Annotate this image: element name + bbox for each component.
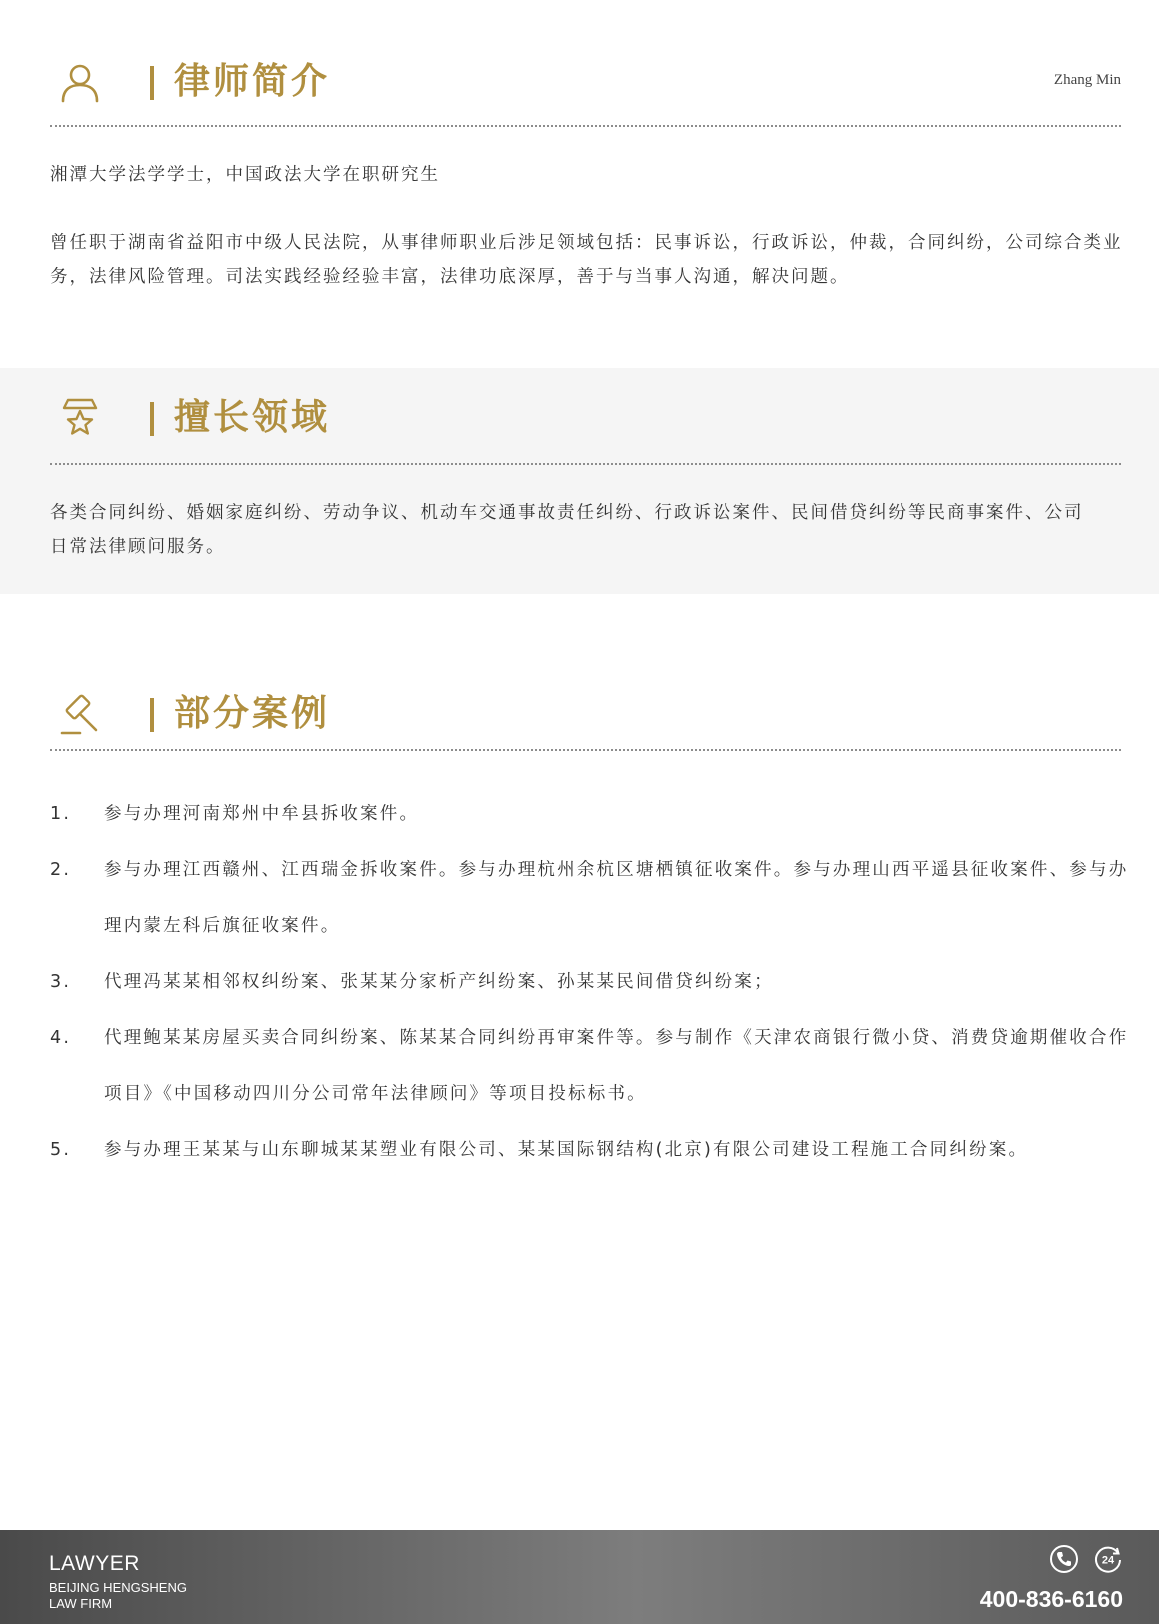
education-text: 湘潭大学法学学士，中国政法大学在职研究生 — [50, 165, 440, 185]
case-text: 代理冯某某相邻权纠纷案、张某某分家析产纠纷案、孙某某民间借贷纠纷案； — [104, 972, 774, 992]
expertise-text: 各类合同纠纷、婚姻家庭纠纷、劳动争议、机动车交通事故责任纠纷、行政诉讼案件、民间借贷纠纷等民商事案件、公司日常法律顾问服务。 — [50, 503, 1084, 557]
expertise-title: 擅长领域 — [174, 397, 331, 438]
firm-name-line1: BEIJING HENGSHENG — [49, 1580, 187, 1595]
footer-bar — [0, 1530, 1159, 1624]
case-text: 参与办理河南郑州中牟县拆收案件。 — [104, 804, 420, 824]
case-number: 2. — [50, 860, 72, 880]
expertise-header — [50, 390, 1121, 450]
phone-icon — [1049, 1544, 1079, 1574]
list-item — [50, 786, 1130, 842]
svg-text:24: 24 — [1101, 1554, 1115, 1567]
profile-header — [50, 54, 1121, 114]
lawyer-name: Zhang Min — [1053, 72, 1121, 88]
case-number: 1. — [50, 804, 72, 824]
firm-name — [49, 1580, 187, 1612]
case-number: 3. — [50, 972, 72, 992]
gavel-icon — [58, 692, 102, 736]
hotline-number: 400-836-6160 — [979, 1586, 1123, 1612]
expertise-section — [0, 368, 1159, 594]
case-text: 参与办理江西赣州、江西瑞金拆收案件。参与办理杭州余杭区塘栖镇征收案件。参与办理山西平遥县征收案件、参与办理内蒙左科后旗征收案件。 — [104, 860, 1129, 936]
list-item — [50, 1122, 1130, 1178]
cases-header — [50, 686, 1121, 746]
award-star-icon — [58, 396, 102, 440]
list-item — [50, 1010, 1130, 1122]
profile-title: 律师简介 — [174, 61, 331, 102]
case-list — [50, 786, 1130, 1178]
case-text: 参与办理王某某与山东聊城某某塑业有限公司、某某国际钢结构(北京)有限公司建设工程施工合同纠纷案。 — [104, 1140, 1029, 1160]
title-bar — [150, 402, 154, 436]
divider — [50, 125, 1121, 127]
experience-text: 曾任职于湖南省益阳市中级人民法院，从事律师职业后涉足领域包括：民事诉讼，行政诉讼，仲裁，合同纠纷，公司综合类业务，法律风险管理。司法实践经验经验丰富，法律功底深厚，善于与当事人沟通，解决问题。 — [50, 233, 1123, 287]
divider — [50, 749, 1121, 751]
case-number: 4. — [50, 1028, 72, 1048]
list-item — [50, 842, 1130, 954]
title-bar — [150, 66, 154, 100]
cases-section — [0, 594, 1159, 1474]
case-text: 代理鲍某某房屋买卖合同纠纷案、陈某某合同纠纷再审案件等。参与制作《天津农商银行微小贷、消费贷逾期催收合作项目》《中国移动四川分公司常年法律顾问》等项目投标标书。 — [104, 1028, 1129, 1104]
24-hour-icon — [1093, 1544, 1123, 1574]
brand-title: LAWYER — [49, 1552, 140, 1575]
case-number: 5. — [50, 1140, 72, 1160]
divider — [50, 463, 1121, 465]
person-icon — [58, 60, 102, 104]
firm-name-line2: LAW FIRM — [49, 1596, 113, 1611]
profile-section — [0, 0, 1159, 368]
list-item — [50, 954, 1130, 1010]
title-bar — [150, 698, 154, 732]
cases-title: 部分案例 — [174, 693, 331, 734]
